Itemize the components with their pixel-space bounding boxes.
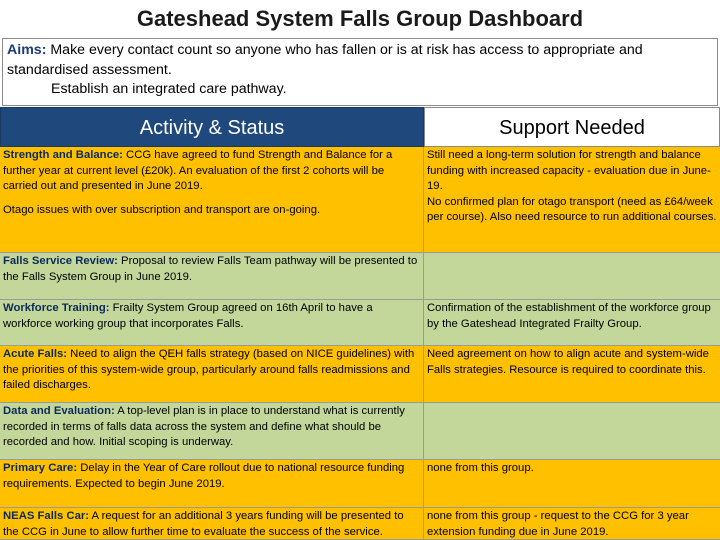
table-row (0, 300, 720, 346)
activity-label: Strength and Balance: (3, 149, 123, 161)
activity-text: Delay in the Year of Care rollout due to national resource funding requirements. Expected to begin June 2019. (3, 462, 405, 490)
activity-cell (0, 403, 424, 460)
activity-label: Primary Care: (3, 462, 78, 474)
table-row (0, 508, 720, 540)
aims-line-2: Establish an integrated care pathway. (51, 81, 287, 97)
support-text: Confirmation of the establishment of the workforce group by the Gateshead Integrated Frailty Group. (427, 302, 711, 330)
support-text: No confirmed plan for otago transport (need as £64/week per course). Also need resource to run additional courses. (427, 195, 717, 224)
table-row (0, 147, 720, 253)
activity-label: Data and Evaluation: (3, 405, 115, 417)
activity-cell (0, 253, 424, 300)
activity-cell (0, 147, 424, 253)
aims-line-1: Make every contact count so anyone who has fallen or is at risk has access to appropriate and standardised assessment. (7, 42, 643, 78)
table-row (0, 346, 720, 403)
dashboard-title: Gateshead System Falls Group Dashboard (136, 6, 584, 31)
support-needed-header: Support Needed (424, 107, 720, 147)
support-text: none from this group - request to the CCG for 3 year extension funding due in June 2019. (427, 510, 689, 538)
activity-label: Acute Falls: (3, 348, 68, 360)
table-row (0, 403, 720, 460)
support-text: Still need a long-term solution for strength and balance funding with increased capacity - evaluation due in June-19. (427, 149, 711, 193)
activity-text: Need to align the QEH falls strategy (based on NICE guidelines) with the priorities of this system-wide group, particularly around falls readmissions and failed discharges. (3, 348, 415, 392)
activity-cell (0, 346, 424, 403)
aims-label: Aims: (7, 42, 47, 58)
activity-cell (0, 508, 424, 540)
support-cell (424, 300, 720, 346)
support-cell (424, 147, 720, 253)
activity-label: NEAS Falls Car: (3, 510, 90, 522)
support-text: Need agreement on how to align acute and system-wide Falls strategies. Resource is required to coordinate this. (427, 348, 709, 376)
support-cell (424, 403, 720, 460)
support-cell (424, 460, 720, 508)
activity-label: Workforce Training: (3, 302, 110, 314)
activity-cell (0, 460, 424, 508)
activity-text: Frailty System Group agreed on 16th April to have a workforce working group that incorporates Falls. (3, 302, 373, 330)
activity-text: Otago issues with over subscription and transport are on-going. (3, 203, 321, 216)
table-row (0, 253, 720, 300)
table-row (0, 460, 720, 508)
activity-text: Proposal to review Falls Team pathway will be presented to the Falls System Group in June 2019. (3, 255, 418, 283)
aims-box (2, 38, 718, 106)
activity-label: Falls Service Review: (3, 255, 118, 267)
activity-text: A request for an additional 3 years funding will be presented to the CCG in June to allow further time to evaluate the success of the service. (3, 510, 404, 538)
support-cell (424, 346, 720, 403)
support-text: none from this group. (427, 462, 534, 474)
support-cell (424, 508, 720, 540)
activity-text: CCG have agreed to fund Strength and Balance for a further year at current level (£20k). An evaluation of the first 2 cohorts will be carried out and presented in June 2019. (3, 149, 393, 193)
activity-cell (0, 300, 424, 346)
activity-text: A top-level plan is in place to understand what is currently recorded in terms of falls data across the system and define what should be recorded and how. Initial scoping is underway. (3, 405, 405, 449)
activity-status-header: Activity & Status (0, 107, 424, 147)
support-cell (424, 253, 720, 300)
